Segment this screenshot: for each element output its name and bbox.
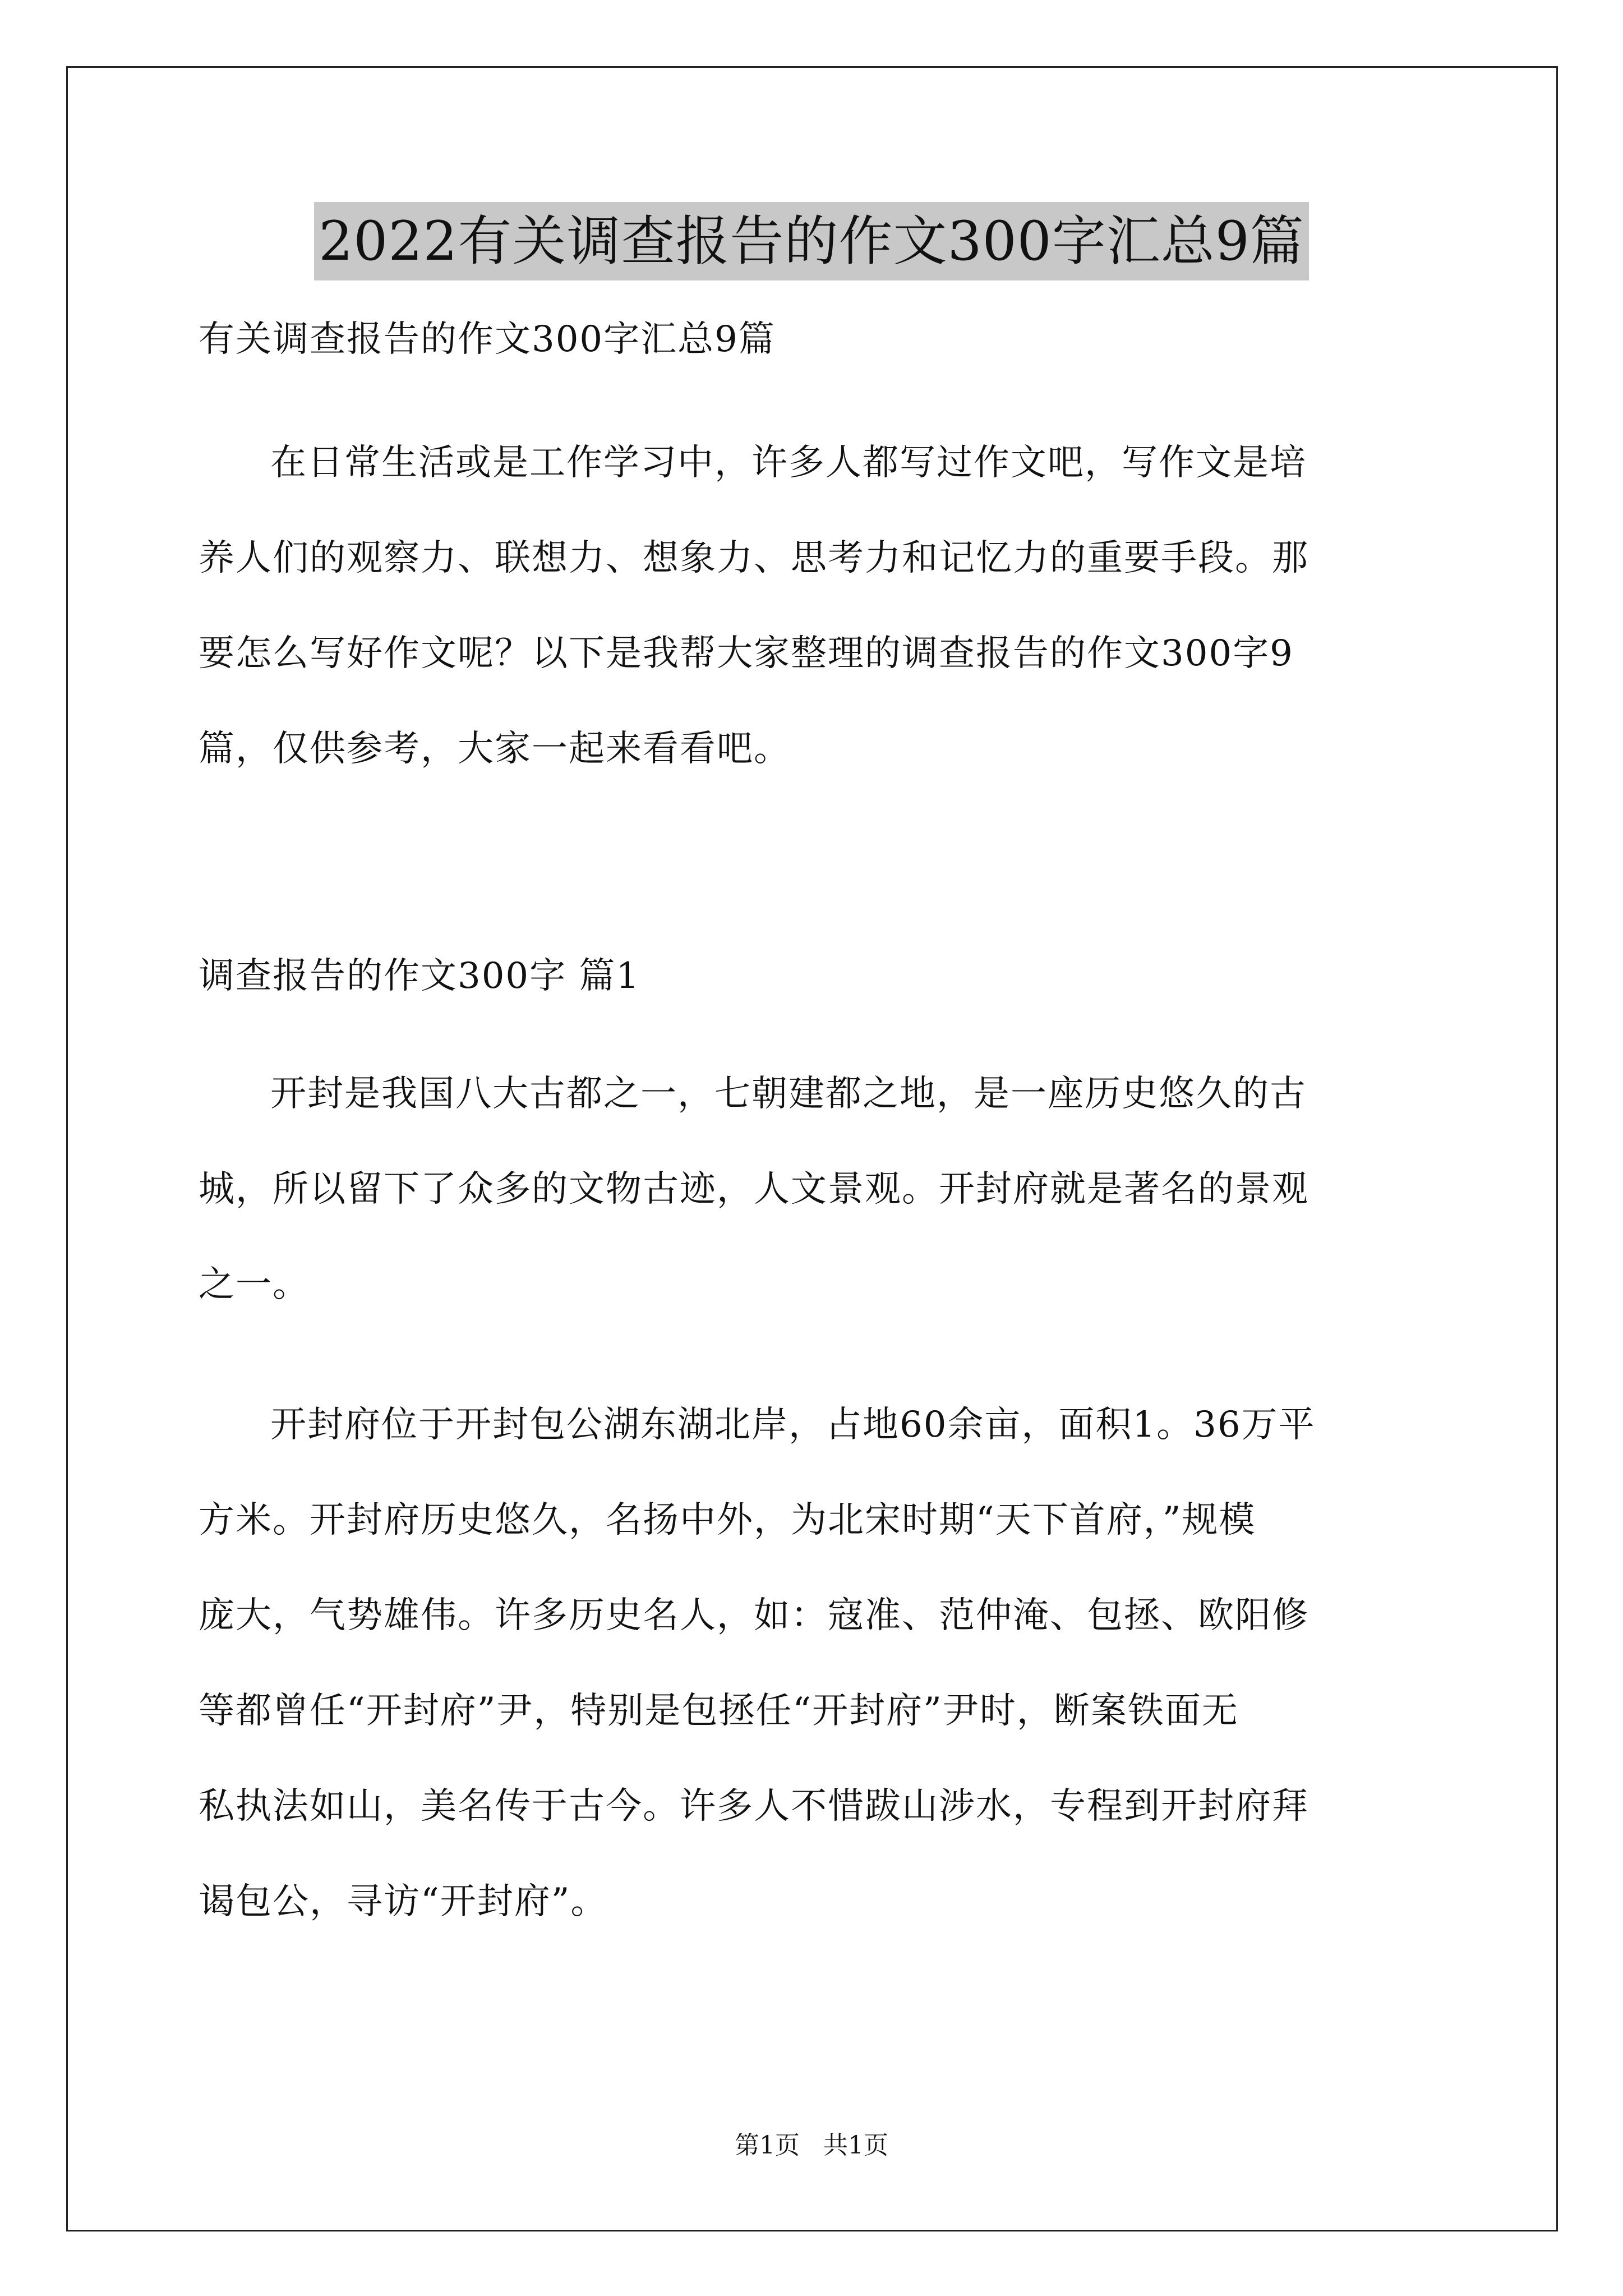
- section-heading: 调查报告的作文300字 篇1: [199, 955, 640, 997]
- subtitle: 有关调查报告的作文300字汇总9篇: [199, 319, 776, 360]
- paragraph-line: 庞大，气势雄伟。许多历史名人，如：寇准、范仲淹、包拯、欧阳修: [199, 1595, 1309, 1636]
- intro-line: 养人们的观察力、联想力、想象力、思考力和记忆力的重要手段。那: [199, 537, 1309, 579]
- paragraph-line: 之一。: [199, 1264, 310, 1305]
- paragraph-line: 谒包公，寻访“开封府”。: [199, 1881, 608, 1922]
- paragraph-line: 等都曾任“开封府”尹，特别是包拯任“开封府”尹时，断案铁面无: [199, 1690, 1239, 1732]
- document-title: 2022有关调查报告的作文300字汇总9篇: [314, 202, 1309, 280]
- page-footer: [0, 2129, 1623, 2162]
- paragraph-line: 开封府位于开封包公湖东湖北岸，占地60余亩，面积1。36万平: [270, 1404, 1316, 1446]
- intro-line: 篇，仅供参考，大家一起来看看吧。: [199, 728, 791, 770]
- paragraph-line: 城，所以留下了众多的文物古迹，人文景观。开封府就是著名的景观: [199, 1168, 1309, 1210]
- page-total: 共1页: [823, 2131, 888, 2160]
- paragraph-line: 方米。开封府历史悠久，名扬中外，为北宋时期“天下首府，”规模: [199, 1499, 1256, 1541]
- paragraph-line: 私执法如山，美名传于古今。许多人不惜跋山涉水，专程到开封府拜: [199, 1786, 1309, 1827]
- page-number: 第1页: [735, 2131, 800, 2160]
- intro-line: 在日常生活或是工作学习中，许多人都写过作文吧，写作文是培: [270, 442, 1307, 484]
- intro-line: 要怎么写好作文呢？以下是我帮大家整理的调查报告的作文300字9: [199, 633, 1294, 674]
- document-title-container: [0, 202, 1623, 280]
- paragraph-line: 开封是我国八大古都之一，七朝建都之地，是一座历史悠久的古: [270, 1073, 1307, 1115]
